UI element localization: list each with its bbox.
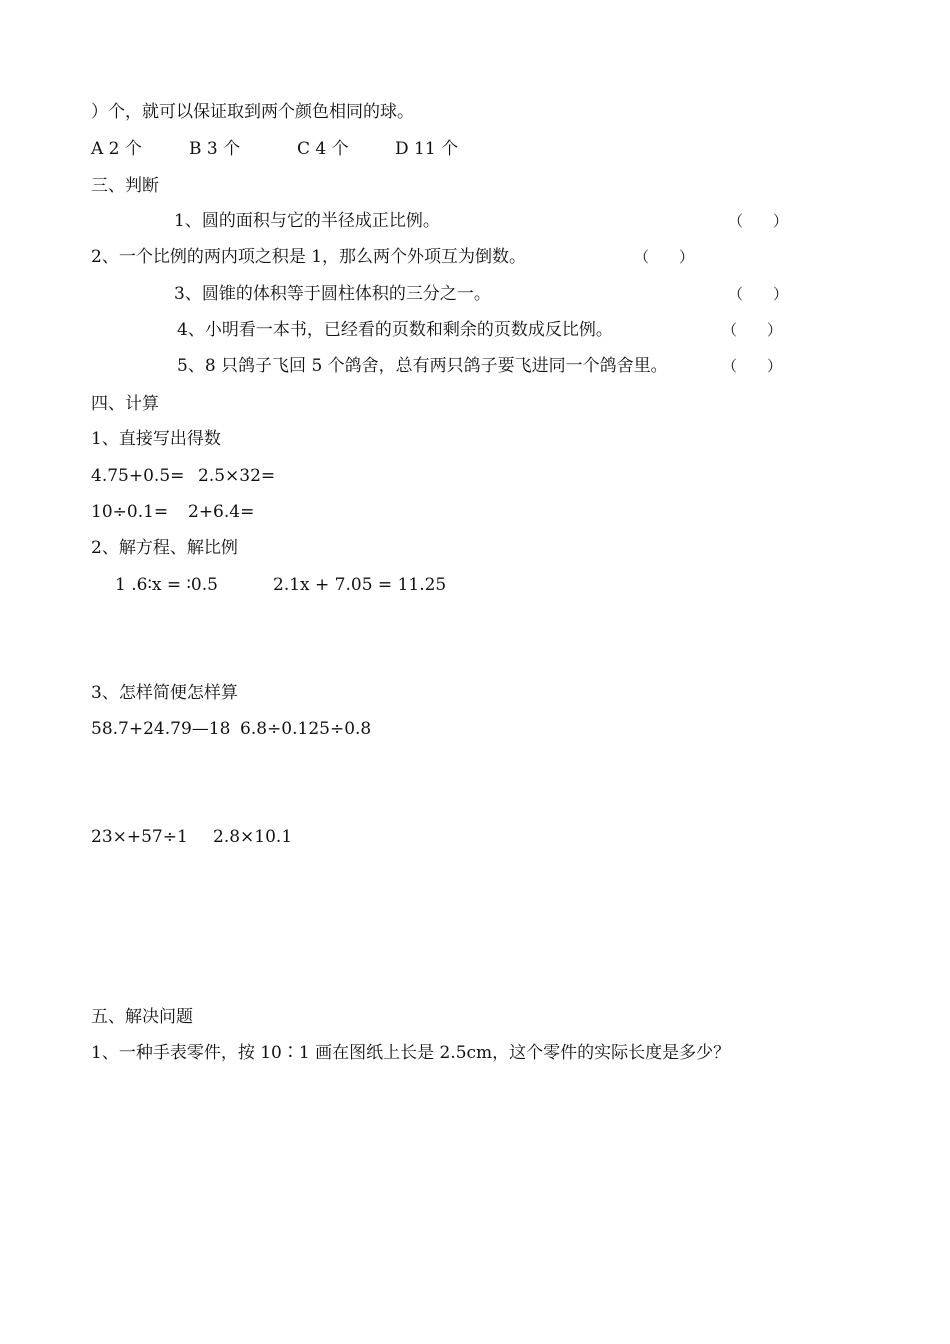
option-c: C 4 个: [297, 139, 349, 159]
direct-expr: 2.5×32=: [198, 466, 276, 486]
direct-expr: 10÷0.1=: [91, 502, 169, 522]
judgement-paren-2: （ ）: [634, 248, 695, 266]
problem-question-1: 1、一种手表零件，按 10∶1 画在图纸上长是 2.5cm，这个零件的实际长度是多少？: [91, 1043, 731, 1063]
simplify-expr: 58.7+24.79—18: [91, 719, 231, 739]
judgement-paren-4: （ ）: [722, 321, 783, 339]
simplify-expr: 2.8×10.1: [213, 827, 293, 847]
simplify-expr: 6.8÷0.125÷0.8: [240, 719, 372, 739]
question-fragment: ）个，就可以保证取到两个颜色相同的球。: [91, 102, 414, 122]
option-d: D 11 个: [395, 139, 459, 159]
simplify-expr: 23×+57÷1: [91, 827, 188, 847]
judgement-item-4: 4、小明看一本书，已经看的页数和剩余的页数成反比例。: [177, 320, 613, 340]
judgement-paren-5: （ ）: [722, 357, 783, 375]
section-calculation-title: 四、计算: [91, 394, 159, 414]
section-judgement-title: 三、判断: [91, 176, 159, 196]
direct-expr: 4.75+0.5=: [91, 466, 185, 486]
proportion-expr: 1 .6∶x = ∶0.5: [115, 575, 218, 595]
judgement-paren-3: （ ）: [728, 285, 789, 303]
judgement-paren-1: （ ）: [728, 212, 789, 230]
direct-answer-subtitle: 1、直接写出得数: [91, 429, 221, 449]
judgement-item-1: 1、圆的面积与它的半径成正比例。: [174, 211, 440, 231]
judgement-item-3: 3、圆锥的体积等于圆柱体积的三分之一。: [174, 284, 491, 304]
simplify-subtitle: 3、怎样简便怎样算: [91, 683, 238, 703]
option-a: A 2 个: [91, 139, 142, 159]
direct-expr: 2+6.4=: [188, 502, 255, 522]
equation-expr: 2.1x + 7.05 = 11.25: [273, 575, 447, 595]
section-problem-title: 五、解决问题: [91, 1007, 193, 1027]
judgement-item-2: 2、一个比例的两内项之积是 1，那么两个外项互为倒数。: [91, 247, 527, 267]
option-b: B 3 个: [189, 139, 241, 159]
equation-subtitle: 2、解方程、解比例: [91, 538, 238, 558]
judgement-item-5: 5、8 只鸽子飞回 5 个鸽舍，总有两只鸽子要飞进同一个鸽舍里。: [177, 356, 668, 376]
